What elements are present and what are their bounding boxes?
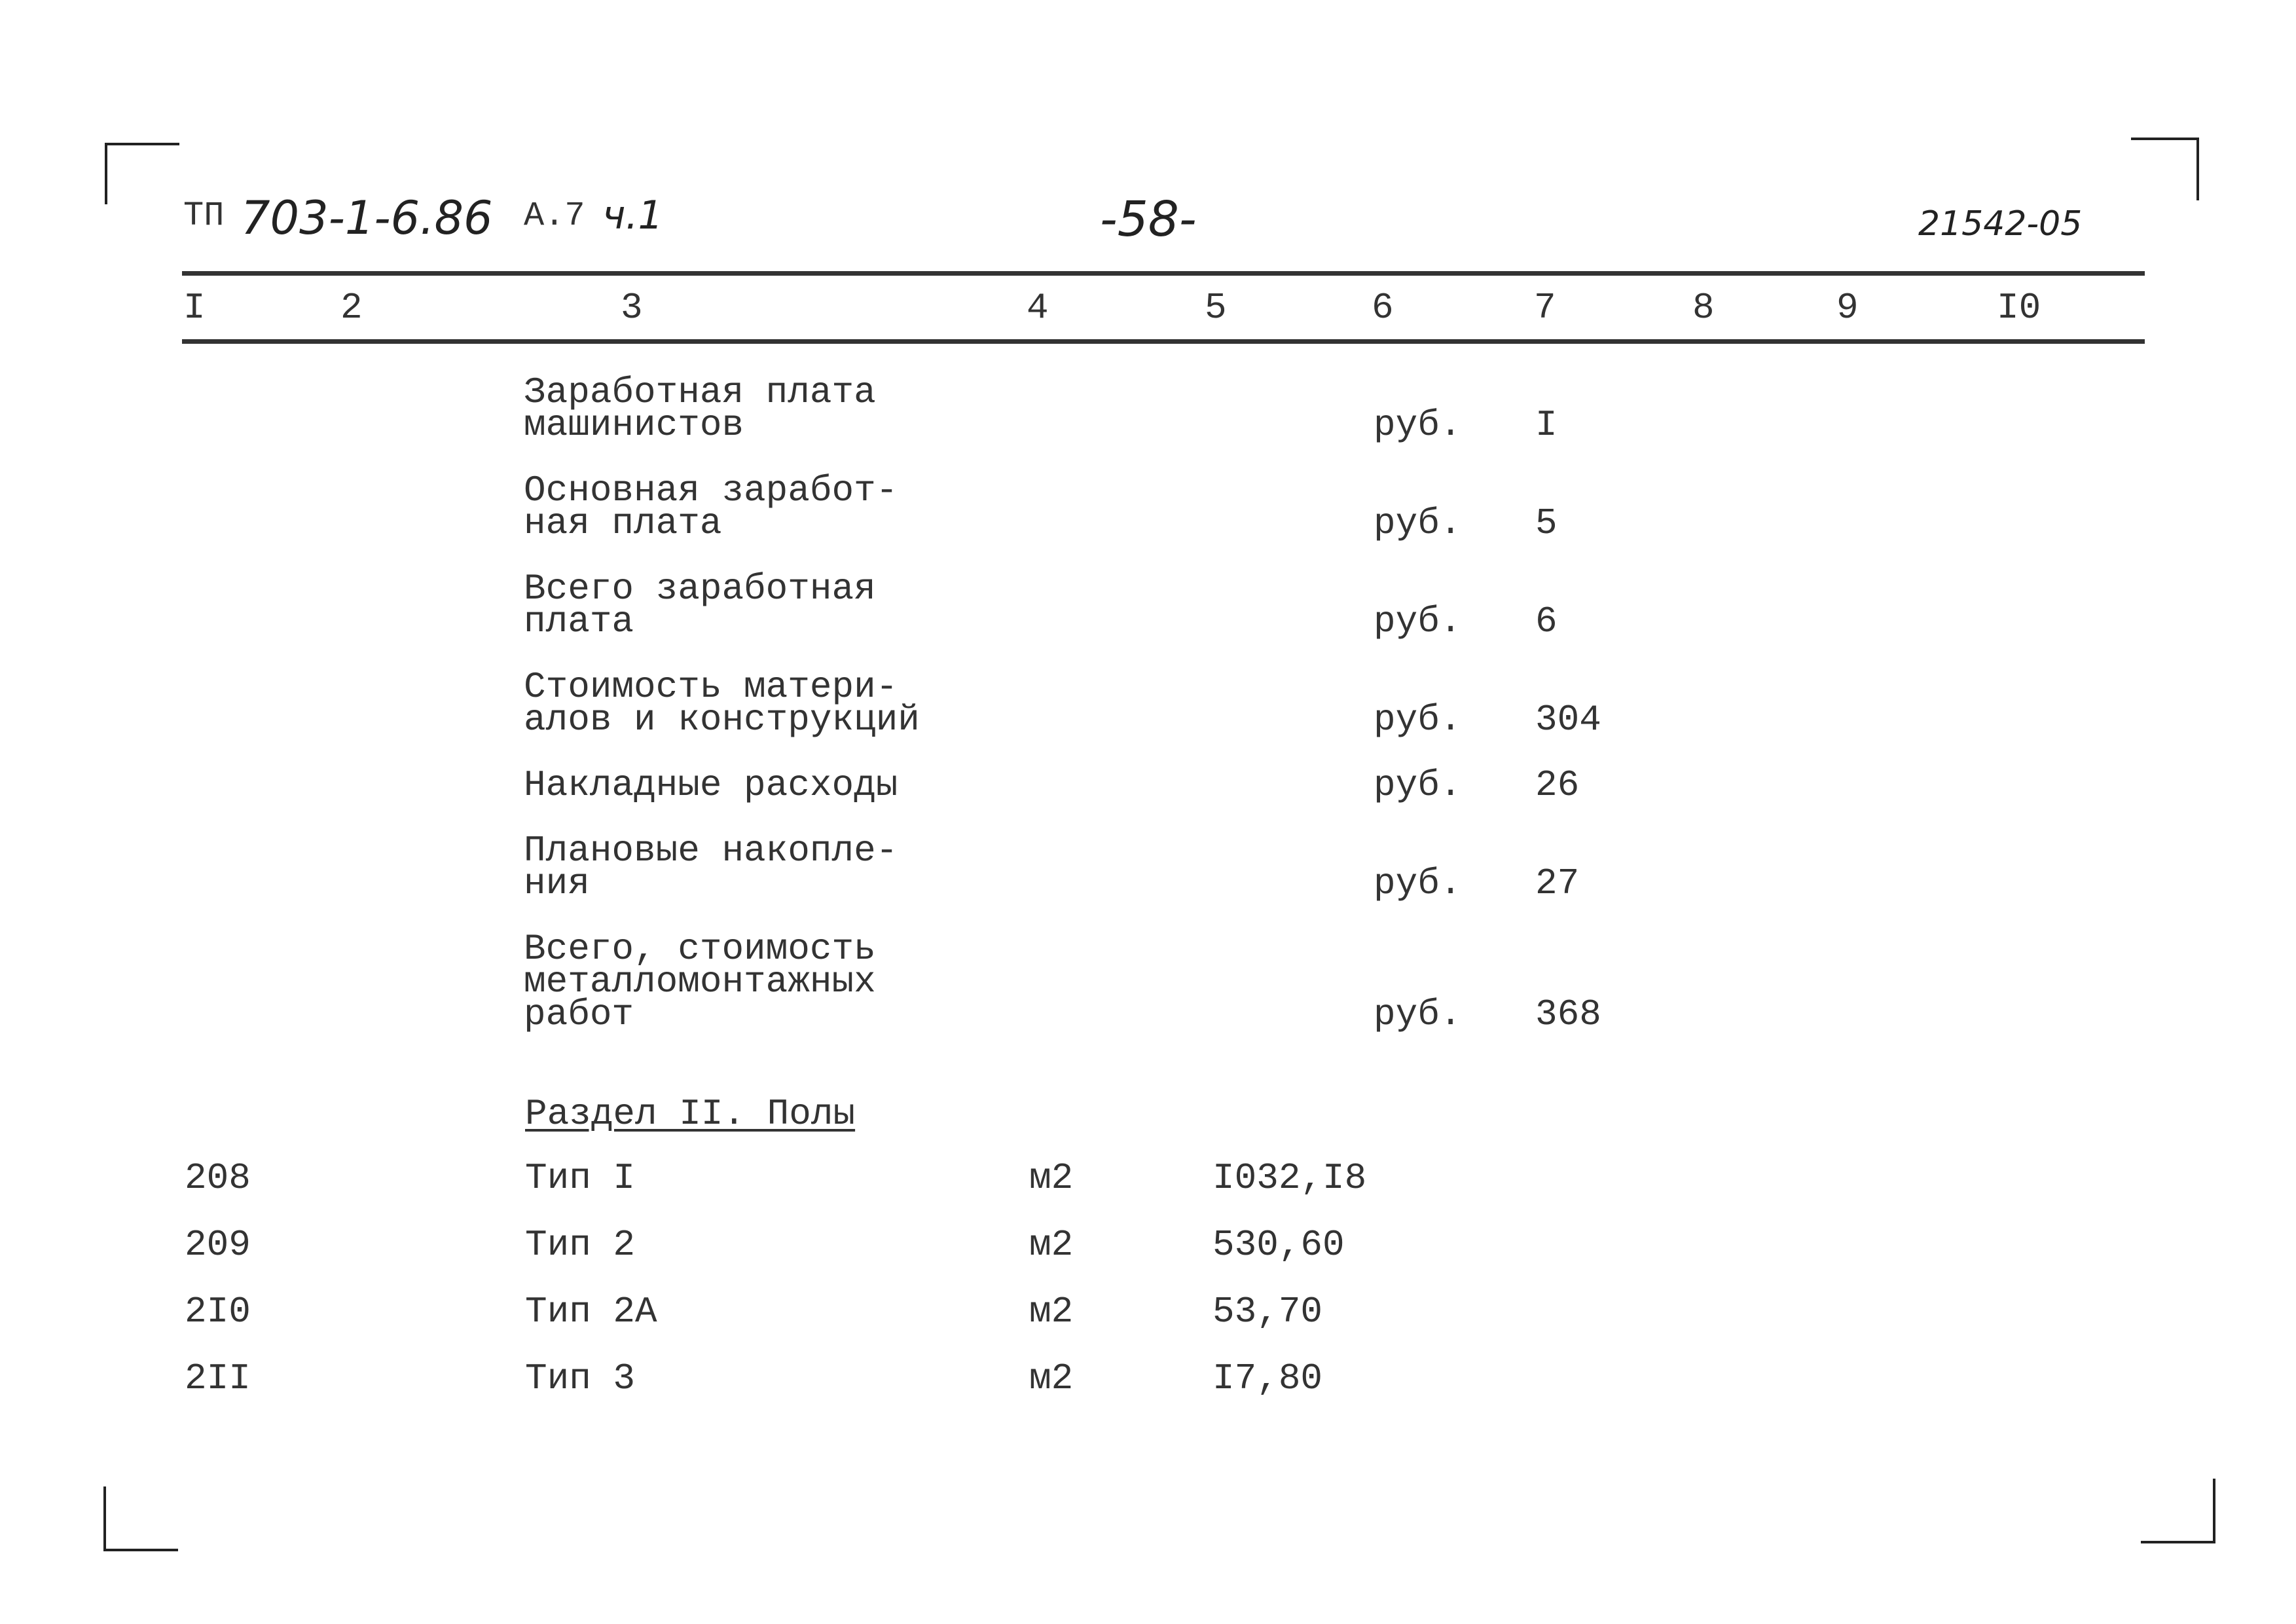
column-number: 3 bbox=[621, 287, 643, 329]
summary-name-line: работ bbox=[524, 993, 634, 1035]
summary-name-line: плата bbox=[524, 600, 634, 642]
column-number: 6 bbox=[1372, 287, 1394, 329]
summary-row-name bbox=[524, 470, 898, 544]
header-tp-prefix: ТП bbox=[183, 196, 225, 235]
corner-mark-top-right bbox=[2131, 138, 2199, 200]
header-part: ч.1 bbox=[602, 193, 663, 238]
item-row-number: 209 bbox=[185, 1224, 251, 1266]
summary-name-line: Плановые накопле- bbox=[524, 830, 898, 872]
summary-row-value: I bbox=[1535, 404, 1558, 446]
item-row-quantity: I032,I8 bbox=[1212, 1157, 1367, 1199]
summary-row-name bbox=[524, 764, 898, 806]
summary-row-unit: руб. bbox=[1374, 699, 1462, 741]
summary-name-line: алов и конструкций bbox=[524, 699, 920, 741]
item-row-unit: м2 bbox=[1029, 1291, 1074, 1333]
table-rule-bottom bbox=[182, 339, 2145, 344]
item-row-quantity: I7,80 bbox=[1212, 1357, 1323, 1399]
summary-row-value: 368 bbox=[1535, 993, 1601, 1035]
item-row-unit: м2 bbox=[1029, 1157, 1074, 1199]
column-number: 9 bbox=[1836, 287, 1859, 329]
summary-row-name bbox=[524, 830, 898, 904]
header-doc-code: 21542-05 bbox=[1918, 204, 2083, 244]
summary-row-name bbox=[524, 666, 920, 741]
corner-mark-top-left bbox=[105, 143, 179, 204]
item-row-number: 2II bbox=[185, 1357, 251, 1399]
summary-name-line: металломонтажных bbox=[524, 961, 876, 1003]
column-number: I0 bbox=[1997, 287, 2041, 329]
summary-row-unit: руб. bbox=[1374, 764, 1462, 806]
header-album: А.7 bbox=[524, 196, 585, 235]
summary-row-unit: руб. bbox=[1374, 600, 1462, 642]
summary-row-value: 5 bbox=[1535, 502, 1558, 544]
summary-name-line: ная плата bbox=[524, 502, 722, 544]
corner-mark-bottom-right bbox=[2141, 1479, 2215, 1543]
item-row-number: 208 bbox=[185, 1157, 251, 1199]
item-row-name: Тип 2 bbox=[525, 1224, 636, 1266]
column-number: 5 bbox=[1205, 287, 1227, 329]
item-row-name: Тип I bbox=[525, 1157, 636, 1199]
summary-row-name bbox=[524, 371, 876, 446]
header-page-number: -58- bbox=[1100, 191, 1197, 248]
summary-name-line: Накладные расходы bbox=[524, 764, 898, 806]
summary-name-line: машинистов bbox=[524, 404, 744, 446]
summary-row-value: 6 bbox=[1535, 600, 1558, 642]
item-row-unit: м2 bbox=[1029, 1357, 1074, 1399]
summary-row-name bbox=[524, 928, 876, 1035]
summary-name-line: Стоимость матери- bbox=[524, 666, 898, 708]
summary-name-line: Всего, стоимость bbox=[524, 928, 876, 970]
item-row-number: 2I0 bbox=[185, 1291, 251, 1333]
column-number: I bbox=[183, 287, 206, 329]
section-title: Раздел II. Полы bbox=[525, 1093, 856, 1135]
summary-row-value: 27 bbox=[1535, 862, 1580, 904]
summary-name-line: ния bbox=[524, 862, 590, 904]
summary-name-line: Всего заработная bbox=[524, 568, 876, 610]
item-row-name: Тип 2А bbox=[525, 1291, 657, 1333]
item-row-name: Тип 3 bbox=[525, 1357, 636, 1399]
column-number: 4 bbox=[1027, 287, 1049, 329]
header-doc-number: 703-1-6.86 bbox=[241, 191, 493, 245]
summary-row-unit: руб. bbox=[1374, 862, 1462, 904]
summary-name-line: Основная заработ- bbox=[524, 470, 898, 511]
column-number: 2 bbox=[340, 287, 363, 329]
summary-row-unit: руб. bbox=[1374, 404, 1462, 446]
item-row-quantity: 53,70 bbox=[1212, 1291, 1323, 1333]
summary-row-unit: руб. bbox=[1374, 502, 1462, 544]
item-row-quantity: 530,60 bbox=[1212, 1224, 1345, 1266]
summary-row-unit: руб. bbox=[1374, 993, 1462, 1035]
summary-row-name bbox=[524, 568, 876, 642]
item-row-unit: м2 bbox=[1029, 1224, 1074, 1266]
table-rule-top bbox=[182, 271, 2145, 276]
summary-row-value: 304 bbox=[1535, 699, 1601, 741]
column-number: 8 bbox=[1692, 287, 1715, 329]
summary-name-line: Заработная плата bbox=[524, 371, 876, 413]
corner-mark-bottom-left bbox=[103, 1486, 178, 1551]
summary-row-value: 26 bbox=[1535, 764, 1580, 806]
column-number: 7 bbox=[1534, 287, 1556, 329]
